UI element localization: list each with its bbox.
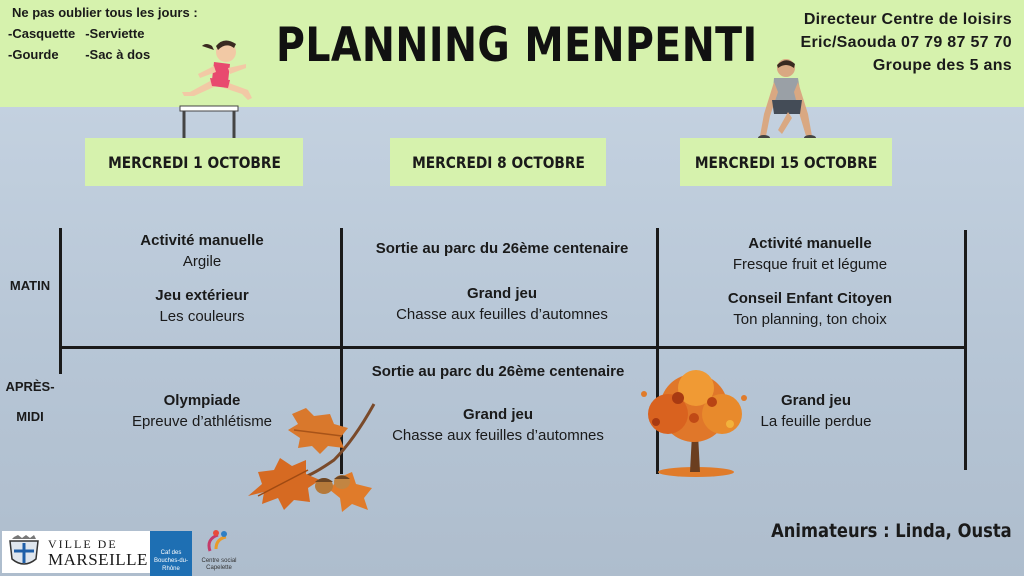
reminder-item: -Casquette — [8, 26, 76, 41]
reminder-item: -Serviette — [85, 26, 145, 41]
activity-title: Jeu extérieur — [155, 287, 249, 304]
activity-title: Olympiade — [163, 392, 241, 409]
schedule-cell — [346, 361, 650, 446]
schedule-cell — [350, 238, 654, 325]
activity-detail: Ton planning, ton choix — [733, 311, 887, 328]
date-box-1 — [85, 138, 303, 186]
grid-line-right — [964, 230, 967, 470]
activity-detail: Chasse aux feuilles d’automnes — [392, 427, 604, 444]
ville-de-marseille-logo — [2, 531, 150, 573]
date-box-2 — [390, 138, 606, 186]
date-label: MERCREDI 1 OCTOBRE — [107, 152, 281, 172]
reminder-item: -Sac à dos — [85, 47, 151, 62]
caf-logo: Caf des Bouches-du-Rhône — [150, 531, 192, 576]
date-label: MERCREDI 15 OCTOBRE — [694, 152, 878, 172]
activity-title: Sortie au parc du 26ème centenaire — [375, 240, 629, 257]
activity-title: Grand jeu — [466, 285, 537, 302]
activity-title: Grand jeu — [462, 406, 533, 423]
hurdle-runner-icon — [168, 34, 260, 146]
activity-title: Activité manuelle — [748, 235, 872, 252]
activity-title: Activité manuelle — [140, 232, 264, 249]
page-title: PLANNING MENPENTI — [276, 18, 758, 73]
autumn-leaves-icon — [244, 400, 384, 524]
logo-text: VILLE DE — [48, 537, 118, 551]
activity-detail: Fresque fruit et légume — [732, 256, 888, 273]
group-label: Groupe des 5 ans — [872, 57, 1012, 74]
grid-line-left — [59, 228, 62, 374]
activity-detail: La feuille perdue — [760, 413, 872, 430]
date-box-3 — [680, 138, 892, 186]
date-label: MERCREDI 8 OCTOBRE — [411, 152, 585, 172]
schedule-cell — [80, 230, 324, 327]
activity-detail: Les couleurs — [159, 308, 245, 325]
director-role: Directeur Centre de loisirs — [803, 11, 1012, 28]
row-label-matin: MATIN — [9, 278, 51, 293]
activity-detail: Epreuve d’athlétisme — [131, 413, 273, 430]
activity-detail: Chasse aux feuilles d’automnes — [396, 306, 608, 323]
director-contact: Eric/Saouda 07 79 87 57 70 — [800, 34, 1012, 51]
activity-title: Sortie au parc du 26ème centenaire — [371, 363, 625, 380]
autumn-tree-icon — [634, 368, 752, 480]
schedule-cell — [680, 233, 940, 330]
director-info — [801, 8, 1013, 77]
activity-detail: Argile — [182, 253, 222, 270]
centre-social-icon — [204, 529, 234, 555]
logo-text: MARSEILLE — [48, 550, 148, 569]
activity-title: Conseil Enfant Citoyen — [727, 290, 893, 307]
row-label-apres-midi: APRÈS- MIDI — [5, 379, 55, 424]
marseille-crest-icon — [4, 533, 44, 571]
animators-label: Animateurs : Linda, Ousta — [771, 520, 1012, 542]
reminder-title: Ne pas oublier tous les jours : — [12, 5, 198, 20]
grid-line-mid — [60, 346, 967, 349]
reminder-item: -Gourde — [8, 47, 59, 62]
schedule-cell — [736, 390, 896, 432]
activity-title: Grand jeu — [780, 392, 851, 409]
sprinter-start-icon — [748, 56, 828, 142]
centre-social-logo: Centre social Capelette — [196, 529, 242, 575]
date-header-row — [0, 138, 1024, 188]
